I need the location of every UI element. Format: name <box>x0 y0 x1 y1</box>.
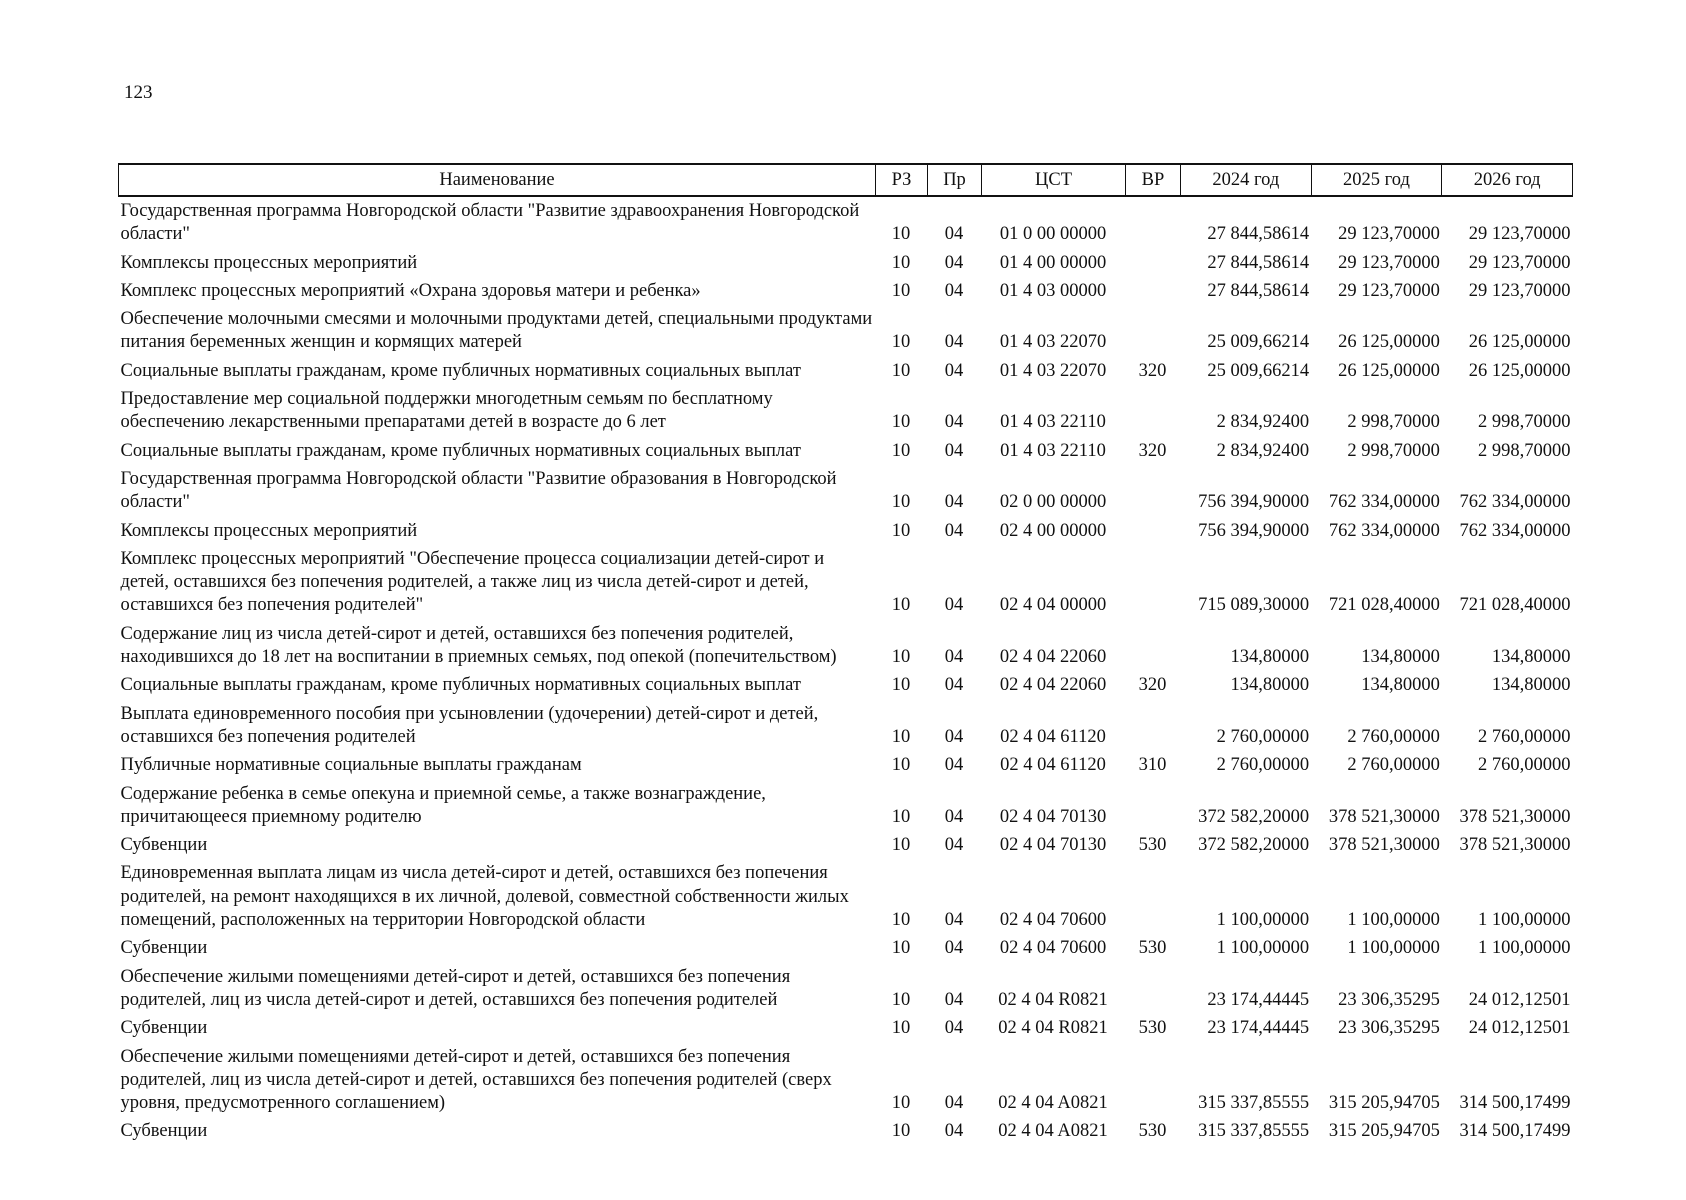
cell-cst: 02 4 00 00000 <box>999 520 1107 541</box>
cell-2026: 2 998,70000 <box>1478 412 1571 433</box>
table-row <box>119 305 1573 357</box>
table-row <box>119 196 1573 249</box>
cell-2025: 2 998,70000 <box>1347 412 1440 433</box>
cell-vr: 530 <box>1138 938 1167 959</box>
cell-2025: 378 521,30000 <box>1328 835 1440 856</box>
cell-2026: 1 100,00000 <box>1478 938 1571 959</box>
cell-cst: 02 4 04 61120 <box>1000 755 1106 776</box>
cell-pr: 04 <box>944 252 964 273</box>
cell-2026: 314 500,17499 <box>1459 1093 1571 1114</box>
cell-name: Социальные выплаты гражданам, кроме публичных нормативных социальных выплат <box>120 360 801 381</box>
cell-pr: 04 <box>944 755 964 776</box>
cell-cst: 02 4 04 A0821 <box>998 1093 1108 1114</box>
cell-cst: 02 4 04 70600 <box>999 910 1107 931</box>
cell-rz: 10 <box>891 989 911 1010</box>
cell-2024: 715 089,30000 <box>1198 595 1310 616</box>
cell-pr: 04 <box>944 910 964 931</box>
cell-rz: 10 <box>891 332 911 353</box>
cell-2026: 1 100,00000 <box>1478 910 1571 931</box>
cell-2024: 2 834,92400 <box>1216 440 1310 461</box>
cell-pr: 04 <box>944 806 964 827</box>
cell-vr <box>1126 1043 1181 1118</box>
cell-2024: 134,80000 <box>1230 647 1310 668</box>
cell-vr <box>1126 465 1181 517</box>
header-rz: РЗ <box>876 164 928 196</box>
cell-rz: 10 <box>891 1093 911 1114</box>
cell-2024: 2 760,00000 <box>1216 755 1310 776</box>
cell-pr: 04 <box>944 492 964 513</box>
cell-vr <box>1126 859 1181 934</box>
table-row <box>119 357 1573 385</box>
cell-2026: 2 760,00000 <box>1478 726 1571 747</box>
cell-2025: 762 334,00000 <box>1328 492 1440 513</box>
cell-name: Социальные выплаты гражданам, кроме публичных нормативных социальных выплат <box>120 440 801 461</box>
cell-2024: 27 844,58614 <box>1207 224 1310 245</box>
cell-name: Комплексы процессных мероприятий <box>120 520 418 541</box>
header-pr: Пр <box>928 164 982 196</box>
table-header-row <box>119 164 1573 196</box>
cell-vr: 530 <box>1138 1018 1167 1039</box>
cell-pr: 04 <box>944 360 964 381</box>
cell-pr: 04 <box>944 332 964 353</box>
cell-2025: 26 125,00000 <box>1338 360 1440 381</box>
cell-name: Комплекс процессных мероприятий «Охрана здоровья матери и ребенка» <box>120 280 701 301</box>
table-row <box>119 831 1573 859</box>
cell-2025: 1 100,00000 <box>1347 938 1440 959</box>
cell-name: Обеспечение молочными смесями и молочными продуктами детей, специальными продуктами питания беременных женщин и кормящих матерей <box>120 309 873 353</box>
cell-2026: 314 500,17499 <box>1459 1121 1571 1142</box>
cell-pr: 04 <box>944 647 964 668</box>
table-row <box>119 249 1573 277</box>
cell-rz: 10 <box>891 675 911 696</box>
cell-2024: 1 100,00000 <box>1216 938 1310 959</box>
cell-rz: 10 <box>891 1121 911 1142</box>
cell-2024: 372 582,20000 <box>1198 835 1310 856</box>
cell-2025: 23 306,35295 <box>1338 989 1440 1010</box>
cell-2025: 23 306,35295 <box>1338 1018 1440 1039</box>
cell-name: Обеспечение жилыми помещениями детей-сирот и детей, оставшихся без попечения родителей, лиц из числа детей-сирот и детей, оставшихся без попечения родителей <box>120 966 791 1010</box>
cell-2025: 134,80000 <box>1361 675 1440 696</box>
cell-2026: 29 123,70000 <box>1468 280 1571 301</box>
cell-name: Содержание лиц из числа детей-сирот и детей, оставшихся без попечения родителей, находившихся до 18 лет на воспитании в приемных семьях, под опекой (попечительством) <box>120 623 837 668</box>
table-row <box>119 1117 1573 1145</box>
cell-pr: 04 <box>944 989 964 1010</box>
cell-rz: 10 <box>891 910 911 931</box>
cell-rz: 10 <box>891 412 911 433</box>
cell-pr: 04 <box>944 1018 964 1039</box>
table-row <box>119 934 1573 962</box>
budget-table <box>118 163 1573 1146</box>
cell-2024: 1 100,00000 <box>1216 910 1310 931</box>
table-row <box>119 700 1573 752</box>
cell-pr: 04 <box>944 224 964 245</box>
table-row <box>119 545 1573 620</box>
cell-2024: 2 760,00000 <box>1216 726 1310 747</box>
cell-2024: 756 394,90000 <box>1198 492 1310 513</box>
cell-name: Субвенции <box>120 1018 208 1039</box>
cell-vr <box>1126 517 1181 545</box>
cell-2025: 2 760,00000 <box>1347 726 1440 747</box>
cell-2026: 378 521,30000 <box>1459 806 1571 827</box>
page-number: 123 <box>124 82 153 103</box>
cell-2026: 24 012,12501 <box>1468 1018 1571 1039</box>
cell-name: Единовременная выплата лицам из числа детей-сирот и детей, оставшихся без попечения родителей, на ремонт находящихся в их личной, долевой, совместной собственности жилых помещений, расположенных на территории Новгородской области <box>120 863 849 931</box>
cell-2024: 25 009,66214 <box>1207 360 1310 381</box>
cell-name: Содержание ребенка в семье опекуна и приемной семье, а также вознаграждение, причитающееся приемному родителю <box>120 783 766 827</box>
cell-vr <box>1126 700 1181 752</box>
cell-vr: 320 <box>1138 440 1167 461</box>
cell-2026: 26 125,00000 <box>1468 360 1571 381</box>
cell-cst: 01 4 03 22110 <box>1000 440 1106 461</box>
table-row <box>119 465 1573 517</box>
cell-2026: 24 012,12501 <box>1468 989 1571 1010</box>
cell-2025: 29 123,70000 <box>1338 280 1440 301</box>
cell-vr: 320 <box>1138 675 1167 696</box>
cell-vr <box>1126 545 1181 620</box>
header-2024: 2024 год <box>1181 164 1312 196</box>
cell-2025: 762 334,00000 <box>1328 520 1440 541</box>
cell-cst: 02 0 00 00000 <box>999 492 1107 513</box>
cell-2024: 2 834,92400 <box>1216 412 1310 433</box>
cell-rz: 10 <box>891 835 911 856</box>
cell-name: Комплексы процессных мероприятий <box>120 252 418 273</box>
table-row <box>119 671 1573 699</box>
header-name: Наименование <box>119 164 876 196</box>
cell-2025: 2 760,00000 <box>1347 755 1440 776</box>
cell-2024: 134,80000 <box>1230 675 1310 696</box>
cell-vr <box>1126 249 1181 277</box>
cell-cst: 02 4 04 22060 <box>999 647 1107 668</box>
cell-rz: 10 <box>891 360 911 381</box>
cell-2026: 26 125,00000 <box>1468 332 1571 353</box>
cell-rz: 10 <box>891 726 911 747</box>
table-row <box>119 963 1573 1015</box>
cell-rz: 10 <box>891 806 911 827</box>
cell-2024: 315 337,85555 <box>1198 1093 1310 1114</box>
cell-rz: 10 <box>891 520 911 541</box>
cell-cst: 02 4 04 A0821 <box>998 1121 1108 1142</box>
table-row <box>119 1043 1573 1118</box>
header-cst: ЦСТ <box>982 164 1126 196</box>
cell-2024: 27 844,58614 <box>1207 252 1310 273</box>
table-row <box>119 780 1573 832</box>
cell-2024: 315 337,85555 <box>1198 1121 1310 1142</box>
cell-2026: 29 123,70000 <box>1468 224 1571 245</box>
cell-2025: 26 125,00000 <box>1338 332 1440 353</box>
table-body <box>119 196 1573 1146</box>
header-vr: ВР <box>1126 164 1181 196</box>
cell-vr: 310 <box>1138 755 1167 776</box>
cell-2024: 23 174,44445 <box>1207 1018 1310 1039</box>
cell-2026: 134,80000 <box>1491 675 1571 696</box>
cell-cst: 01 4 00 00000 <box>999 252 1107 273</box>
cell-2025: 315 205,94705 <box>1328 1093 1440 1114</box>
cell-2025: 2 998,70000 <box>1347 440 1440 461</box>
cell-vr <box>1126 277 1181 305</box>
cell-pr: 04 <box>944 675 964 696</box>
cell-2024: 372 582,20000 <box>1198 806 1310 827</box>
cell-rz: 10 <box>891 647 911 668</box>
cell-2025: 1 100,00000 <box>1347 910 1440 931</box>
cell-name: Субвенции <box>120 1121 208 1142</box>
cell-2025: 721 028,40000 <box>1328 595 1440 616</box>
cell-vr <box>1126 620 1181 672</box>
cell-name: Субвенции <box>120 835 208 856</box>
table-row <box>119 751 1573 779</box>
cell-cst: 02 4 04 R0821 <box>998 1018 1108 1039</box>
table-row <box>119 277 1573 305</box>
cell-2026: 29 123,70000 <box>1468 252 1571 273</box>
cell-vr <box>1126 963 1181 1015</box>
cell-pr: 04 <box>944 412 964 433</box>
cell-pr: 04 <box>944 440 964 461</box>
cell-2025: 378 521,30000 <box>1328 806 1440 827</box>
cell-rz: 10 <box>891 440 911 461</box>
cell-2025: 29 123,70000 <box>1338 224 1440 245</box>
cell-name: Государственная программа Новгородской области "Развитие образования в Новгородской области" <box>120 468 837 513</box>
cell-2024: 27 844,58614 <box>1207 280 1310 301</box>
cell-vr: 530 <box>1138 1121 1167 1142</box>
cell-rz: 10 <box>891 224 911 245</box>
cell-rz: 10 <box>891 755 911 776</box>
table-row <box>119 385 1573 437</box>
cell-vr <box>1126 385 1181 437</box>
cell-2025: 29 123,70000 <box>1338 252 1440 273</box>
cell-pr: 04 <box>944 1093 964 1114</box>
cell-cst: 02 4 04 70130 <box>999 806 1107 827</box>
cell-vr: 320 <box>1138 360 1167 381</box>
table-row <box>119 620 1573 672</box>
cell-rz: 10 <box>891 492 911 513</box>
cell-rz: 10 <box>891 252 911 273</box>
cell-name: Предоставление мер социальной поддержки многодетным семьям по бесплатному обеспечению лекарственными препаратами детей в возрасте до 6 лет <box>120 389 773 433</box>
cell-2025: 315 205,94705 <box>1328 1121 1440 1142</box>
cell-cst: 02 4 04 00000 <box>999 595 1107 616</box>
cell-cst: 02 4 04 70130 <box>999 835 1107 856</box>
cell-2026: 2 998,70000 <box>1478 440 1571 461</box>
cell-2026: 762 334,00000 <box>1459 492 1571 513</box>
cell-2026: 378 521,30000 <box>1459 835 1571 856</box>
cell-cst: 02 4 04 22060 <box>999 675 1107 696</box>
cell-rz: 10 <box>891 938 911 959</box>
table-row <box>119 437 1573 465</box>
cell-2024: 25 009,66214 <box>1207 332 1310 353</box>
cell-name: Обеспечение жилыми помещениями детей-сирот и детей, оставшихся без попечения родителей, лиц из числа детей-сирот и детей, оставшихся без попечения родителей (сверх уровня, предусмотренного соглашением) <box>120 1046 832 1114</box>
cell-rz: 10 <box>891 280 911 301</box>
cell-vr <box>1126 196 1181 249</box>
cell-pr: 04 <box>944 280 964 301</box>
cell-cst: 01 4 03 22070 <box>999 360 1107 381</box>
cell-cst: 02 4 04 61120 <box>1000 726 1106 747</box>
cell-vr <box>1126 305 1181 357</box>
cell-2026: 721 028,40000 <box>1459 595 1571 616</box>
cell-pr: 04 <box>944 835 964 856</box>
table-row <box>119 1014 1573 1042</box>
cell-name: Публичные нормативные социальные выплаты гражданам <box>120 755 582 776</box>
header-2026: 2026 год <box>1442 164 1573 196</box>
cell-2025: 134,80000 <box>1361 647 1440 668</box>
cell-2026: 762 334,00000 <box>1459 520 1571 541</box>
cell-cst: 01 4 03 22070 <box>999 332 1107 353</box>
cell-2026: 134,80000 <box>1491 647 1571 668</box>
cell-2024: 756 394,90000 <box>1198 520 1310 541</box>
cell-2026: 2 760,00000 <box>1478 755 1571 776</box>
cell-pr: 04 <box>944 1121 964 1142</box>
cell-name: Социальные выплаты гражданам, кроме публичных нормативных социальных выплат <box>120 675 801 696</box>
cell-pr: 04 <box>944 938 964 959</box>
cell-cst: 02 4 04 70600 <box>999 938 1107 959</box>
cell-pr: 04 <box>944 520 964 541</box>
cell-rz: 10 <box>891 1018 911 1039</box>
cell-name: Государственная программа Новгородской области "Развитие здравоохранения Новгородской области" <box>120 201 860 245</box>
cell-2024: 23 174,44445 <box>1207 989 1310 1010</box>
cell-name: Выплата единовременного пособия при усыновлении (удочерении) детей-сирот и детей, оставшихся без попечения родителей <box>120 703 819 747</box>
cell-vr <box>1126 780 1181 832</box>
cell-cst: 02 4 04 R0821 <box>998 989 1108 1010</box>
cell-vr: 530 <box>1138 835 1167 856</box>
cell-pr: 04 <box>944 726 964 747</box>
table-row <box>119 859 1573 934</box>
cell-cst: 01 0 00 00000 <box>999 224 1107 245</box>
cell-name: Комплекс процессных мероприятий "Обеспечение процесса социализации детей-сирот и детей, оставшихся без попечения родителей, а также лиц из числа детей-сирот и детей, оставшихся без попечения родителей" <box>120 548 825 616</box>
cell-cst: 01 4 03 22110 <box>1000 412 1106 433</box>
table-row <box>119 517 1573 545</box>
cell-pr: 04 <box>944 595 964 616</box>
cell-name: Субвенции <box>120 938 208 959</box>
header-2025: 2025 год <box>1311 164 1442 196</box>
cell-rz: 10 <box>891 595 911 616</box>
cell-cst: 01 4 03 00000 <box>999 280 1107 301</box>
